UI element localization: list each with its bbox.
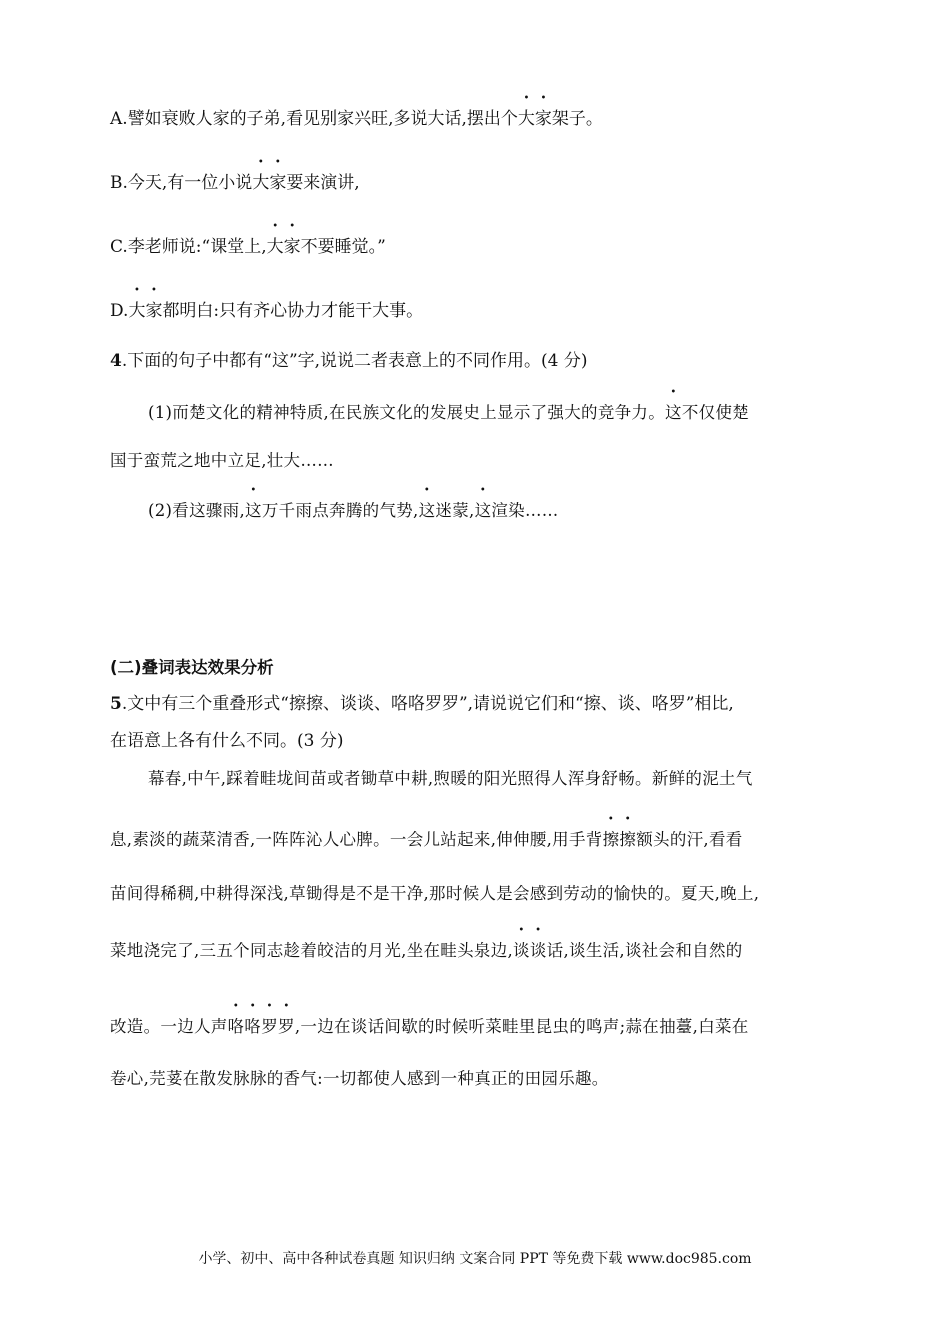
choice-text: 李老师说:“课堂上, [127, 237, 267, 257]
question-5-line-1 [110, 693, 734, 715]
choice-text: 要来演讲, [286, 173, 360, 193]
passage-text: 幕春,中午,踩着畦垅间苗或者锄草中耕,煦暖的阳光照得人浑身舒畅。新鲜的泥土气 [148, 769, 753, 788]
emphasis-char: 家 [145, 301, 163, 321]
passage-text: 改造。一边人声 [110, 1017, 228, 1036]
choice-letter: C. [110, 237, 128, 257]
emphasis-char: 罗 [261, 1017, 279, 1036]
passage-line-5 [110, 1016, 749, 1038]
page-footer: 小学、初中、高中各种试卷真题 知识归纳 文案合同 PPT 等免费下载 www.doc985.com [198, 1251, 752, 1267]
emphasis-char: 擦 [619, 830, 637, 849]
choice-text: 架子。 [551, 109, 603, 129]
emphasis-char: 咯 [244, 1017, 262, 1036]
quote-1-line-2 [110, 450, 334, 472]
emphasis-char: 这 [474, 501, 492, 520]
choice-letter: B. [110, 173, 128, 193]
emphasis-char: 家 [269, 173, 287, 193]
emphasis-char: 家 [534, 109, 552, 129]
choice-text: 今天,有一位小说 [127, 173, 253, 193]
question-text: .下面的句子中都有“这”字,说说二者表意上的不同作用。(4 分) [121, 351, 588, 371]
passage-text: 苗间得稀稠,中耕得深浅,草锄得是不是干净,那时候人是会感到劳动的愉快的。夏天,晚上, [110, 884, 760, 903]
question-number: 5 [110, 694, 122, 714]
quote-2 [148, 500, 559, 522]
passage-text: 卷心,芫荽在散发脉脉的香气:一切都使人感到一种真正的田园乐趣。 [110, 1069, 609, 1088]
choice-letter: A. [110, 109, 128, 129]
question-4 [110, 350, 588, 372]
quote-1-line-1 [148, 402, 749, 424]
choice-c [110, 236, 386, 258]
emphasis-char: 大 [266, 237, 284, 257]
emphasis-char: 罗 [278, 1017, 295, 1036]
emphasis-char: 谈 [513, 941, 530, 960]
quote-text: (1)而楚文化的精神特质,在民族文化的发展史上显示了强大的竞争力。 [148, 403, 666, 422]
passage-line-3 [110, 883, 759, 905]
passage-text: 额头的汗,看看 [636, 830, 743, 849]
choice-b [110, 172, 360, 194]
emphasis-char: 咯 [227, 1017, 245, 1036]
quote-text: 万千雨点奔腾的气势, [261, 501, 419, 520]
section-heading [110, 657, 274, 679]
passage-line-6 [110, 1068, 609, 1090]
emphasis-char: 谈 [529, 941, 547, 960]
emphasis-char: 大 [517, 109, 535, 129]
passage-line-1 [148, 768, 753, 790]
quote-text: 不仅使楚 [681, 403, 750, 422]
emphasis-char: 擦 [602, 830, 620, 849]
choice-text: 都明白:只有齐心协力才能干大事。 [162, 301, 424, 321]
passage-text: 息,素淡的蔬菜清香,一阵阵沁人心脾。一会儿站起来,伸伸腰,用手背 [110, 830, 603, 849]
passage-line-2 [110, 829, 743, 851]
section-title: (二)叠词表达效果分析 [110, 658, 274, 677]
emphasis-char: 这 [418, 501, 436, 520]
emphasis-char: 这 [665, 403, 682, 422]
question-text: .文中有三个重叠形式“擦擦、谈谈、咯咯罗罗”,请说说它们和“擦、谈、咯罗”相比, [121, 694, 734, 714]
quote-text: 渲染…… [491, 501, 559, 520]
emphasis-char: 大 [128, 301, 146, 321]
choice-letter: D. [110, 301, 129, 321]
choice-a [110, 108, 603, 130]
choice-text: 譬如衰败人家的子弟,看见别家兴旺,多说大话,摆出个 [127, 109, 518, 129]
question-number: 4 [110, 351, 122, 371]
passage-text: 话,谈生活,谈社会和自然的 [546, 941, 743, 960]
emphasis-char: 大 [252, 173, 270, 193]
quote-text: 国于蛮荒之地中立足,壮大…… [110, 451, 334, 470]
passage-line-4 [110, 940, 743, 962]
choice-d [110, 300, 423, 322]
emphasis-char: 这 [245, 501, 262, 520]
quote-text: 迷蒙, [435, 501, 475, 520]
passage-text: 菜地浇完了,三五个同志趁着皎洁的月光,坐在畦头泉边, [110, 941, 514, 960]
quote-text: (2)看这骤雨, [148, 501, 246, 520]
choice-text: 不要睡觉。” [300, 237, 386, 257]
passage-text: ,一边在谈话间歇的时候听菜畦里昆虫的鸣声;蒜在抽薹,白菜在 [294, 1017, 749, 1036]
question-5-line-2 [110, 730, 343, 752]
question-text: 在语意上各有什么不同。(3 分) [110, 731, 344, 751]
emphasis-char: 家 [283, 237, 301, 257]
